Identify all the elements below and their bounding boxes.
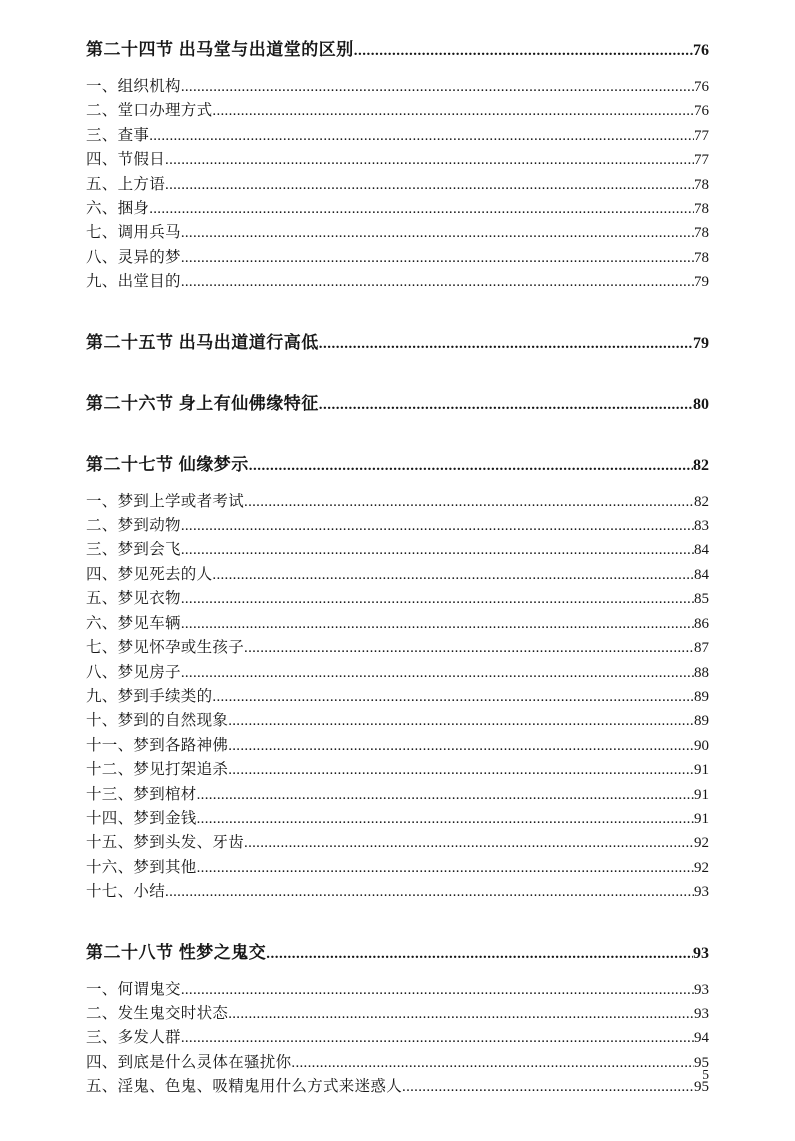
entry-page-number: 93 [694,1005,709,1022]
dot-leader [181,1026,694,1050]
entry-label: 三、多发人群 [86,1029,181,1047]
entry-label: 一、何谓鬼交 [86,980,181,998]
entry-page-number: 86 [694,615,709,632]
toc-section-heading [86,941,709,966]
entry-page-number: 76 [693,42,709,59]
entry-label: 十一、梦到各路神佛 [86,736,229,754]
entry-page-number: 82 [693,456,709,474]
toc-item [86,1026,709,1050]
entry-label: 一、梦到上学或者考试 [86,492,245,510]
entry-label: 三、梦到会飞 [86,541,181,559]
toc-item [86,173,709,197]
dot-leader [181,661,694,685]
entry-page-number: 90 [694,737,709,754]
dot-leader [197,856,694,880]
dot-leader [291,1051,694,1075]
entry-page-number: 93 [693,944,709,962]
entry-page-number: 79 [694,274,709,291]
entry-page-number: 95 [694,1079,709,1096]
toc-item [86,99,709,123]
dot-leader [228,709,694,733]
dot-leader [165,880,694,904]
toc-section [86,941,709,1100]
entry-page-number: 78 [694,249,709,266]
dot-leader [197,783,694,807]
entry-label: 五、淫鬼、色鬼、吸精鬼用什么方式来迷惑人 [86,1078,403,1096]
entry-label: 五、上方语 [86,175,166,193]
entry-label: 十、梦到的自然现象 [86,712,229,730]
dot-leader [228,758,694,782]
entry-label: 第二十七节 仙缘梦示 [86,454,249,474]
dot-leader [149,124,694,148]
entry-label: 第二十八节 性梦之鬼交 [86,942,267,962]
dot-leader [181,246,694,270]
toc-section [86,38,709,295]
toc-item-list [86,490,709,905]
toc-item [86,661,709,685]
dot-leader [249,453,693,478]
dot-leader [165,148,694,172]
toc-item [86,197,709,221]
entry-label: 四、梦见死去的人 [86,565,213,583]
entry-label: 十七、小结 [86,883,166,901]
entry-label: 二、发生鬼交时状态 [86,1004,229,1022]
entry-page-number: 78 [694,176,709,193]
dot-leader [244,636,694,660]
entry-page-number: 91 [694,786,709,803]
toc-section [86,453,709,905]
entry-label: 第二十六节 身上有仙佛缘特征 [86,393,319,413]
toc-item [86,807,709,831]
toc-section-heading [86,38,709,63]
dot-leader [402,1075,694,1099]
dot-leader [319,331,693,356]
toc-item [86,270,709,294]
dot-leader [244,831,694,855]
entry-page-number: 83 [694,518,709,535]
entry-label: 八、灵异的梦 [86,248,181,266]
entry-label: 一、组织机构 [86,78,181,95]
dot-leader [181,75,694,99]
toc-item [86,148,709,172]
entry-page-number: 77 [694,127,709,144]
entry-label: 十五、梦到头发、牙齿 [86,834,245,852]
entry-label: 十六、梦到其他 [86,858,197,876]
entry-page-number: 91 [694,810,709,827]
toc-item [86,880,709,904]
entry-page-number: 91 [694,762,709,779]
dot-leader [181,514,694,538]
entry-page-number: 78 [694,225,709,242]
entry-page-number: 88 [694,664,709,681]
dot-leader [181,612,694,636]
toc-item-list [86,978,709,1100]
dot-leader [319,392,693,417]
entry-page-number: 93 [694,981,709,998]
toc-item [86,538,709,562]
toc-item [86,612,709,636]
entry-label: 四、到底是什么灵体在骚扰你 [86,1053,292,1071]
toc-item [86,831,709,855]
table-of-contents [86,38,709,1100]
entry-label: 五、梦见衣物 [86,590,181,608]
entry-label: 第二十四节 出马堂与出道堂的区别 [86,40,354,59]
entry-label: 第二十五节 出马出道道行高低 [86,332,319,352]
toc-item [86,685,709,709]
entry-label: 六、捆身 [86,200,150,218]
dot-leader [212,685,694,709]
entry-label: 十二、梦见打架追杀 [86,761,229,779]
entry-label: 十三、梦到棺材 [86,785,197,803]
dot-leader [212,563,694,587]
dot-leader [181,587,694,611]
entry-page-number: 84 [694,566,709,583]
toc-section-heading [86,392,709,417]
dot-leader [181,270,694,294]
entry-label: 七、调用兵马 [86,224,181,242]
dot-leader [212,99,694,123]
entry-page-number: 77 [694,152,709,169]
entry-label: 八、梦见房子 [86,663,181,681]
toc-section [86,331,709,356]
toc-item [86,709,709,733]
dot-leader [181,538,694,562]
toc-item [86,246,709,270]
entry-page-number: 92 [694,859,709,876]
toc-item [86,514,709,538]
entry-page-number: 84 [694,542,709,559]
entry-page-number: 79 [693,334,709,352]
dot-leader [181,221,694,245]
toc-section [86,392,709,417]
dot-leader [228,1002,694,1026]
toc-item [86,978,709,1002]
toc-section-heading [86,453,709,478]
toc-item [86,1002,709,1026]
toc-item [86,75,709,99]
dot-leader [244,490,694,514]
entry-page-number: 82 [694,493,709,510]
entry-label: 四、节假日 [86,151,166,169]
dot-leader [354,38,693,63]
dot-leader [181,978,694,1002]
entry-page-number: 87 [694,640,709,657]
toc-item [86,124,709,148]
toc-section-heading [86,331,709,356]
toc-item [86,734,709,758]
toc-item [86,1075,709,1099]
entry-page-number: 94 [694,1030,709,1047]
entry-label: 十四、梦到金钱 [86,809,197,827]
toc-item [86,1051,709,1075]
entry-label: 二、梦到动物 [86,517,181,535]
toc-item-list [86,75,709,295]
entry-page-number: 95 [694,1054,709,1071]
toc-item [86,563,709,587]
toc-item [86,856,709,880]
footer-page-number: 5 [702,1067,709,1082]
entry-label: 九、出堂目的 [86,273,181,291]
dot-leader [165,173,694,197]
entry-page-number: 76 [694,103,709,120]
entry-label: 三、查事 [86,126,150,144]
toc-item [86,490,709,514]
entry-page-number: 76 [694,79,709,95]
entry-page-number: 89 [694,713,709,730]
entry-label: 九、梦到手续类的 [86,687,213,705]
toc-item [86,758,709,782]
entry-page-number: 80 [693,395,709,413]
toc-item [86,587,709,611]
dot-leader [197,807,694,831]
dot-leader [228,734,694,758]
entry-page-number: 85 [694,591,709,608]
dot-leader [266,941,693,966]
entry-label: 七、梦见怀孕或生孩子 [86,639,245,657]
entry-page-number: 92 [694,835,709,852]
toc-item [86,783,709,807]
entry-page-number: 78 [694,201,709,218]
entry-label: 六、梦见车辆 [86,614,181,632]
entry-page-number: 89 [694,688,709,705]
dot-leader [149,197,694,221]
toc-item [86,636,709,660]
entry-page-number: 93 [694,884,709,901]
toc-item [86,221,709,245]
entry-label: 二、堂口办理方式 [86,102,213,120]
